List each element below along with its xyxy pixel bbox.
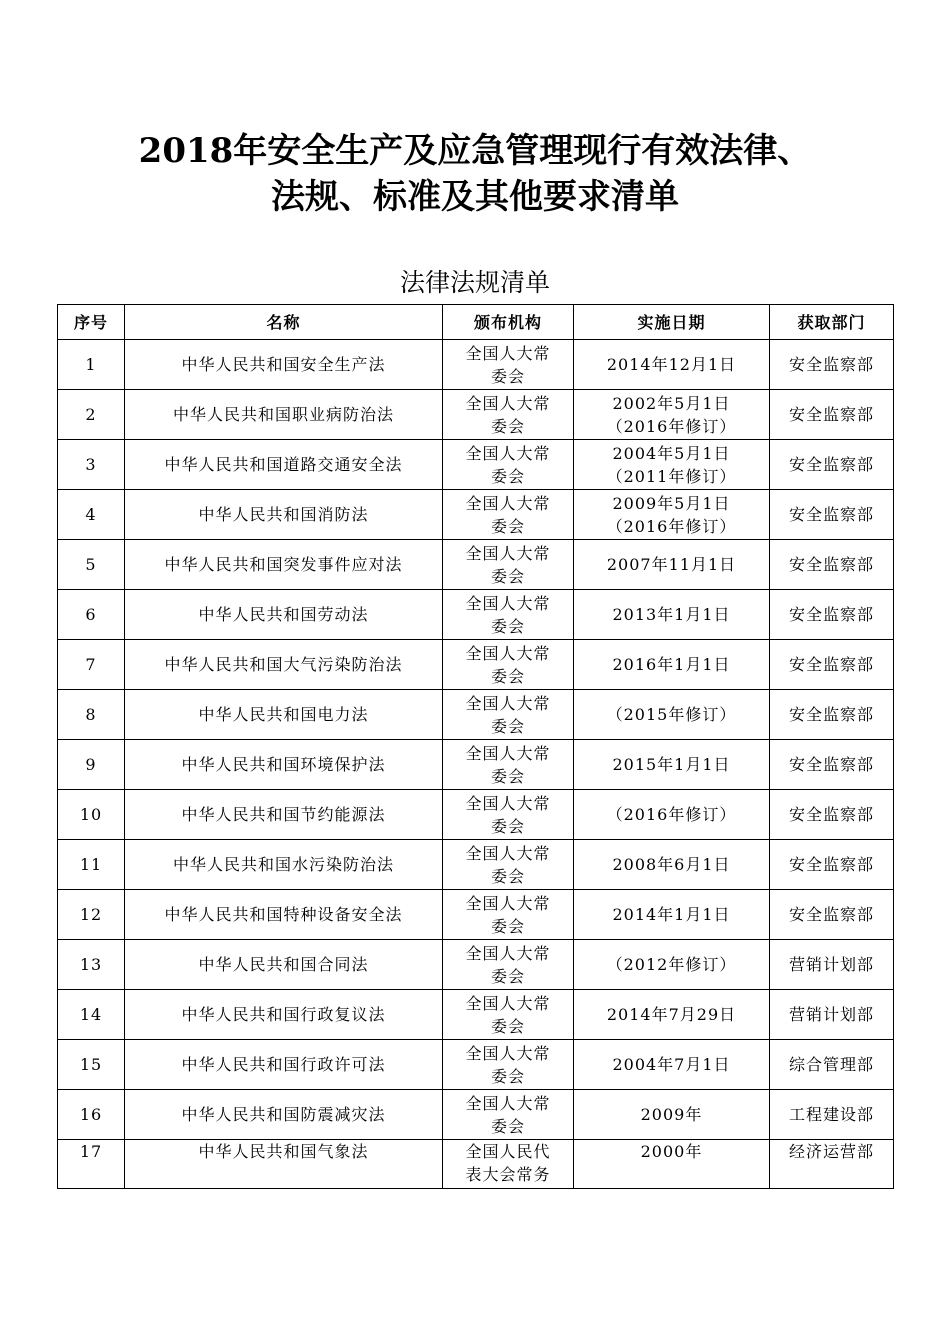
cell-effective-date <box>574 340 770 390</box>
table-row <box>58 390 894 440</box>
date-line: 2009年 <box>640 1105 703 1124</box>
cell-issuing-authority <box>443 740 574 790</box>
table-row <box>58 740 894 790</box>
cell-effective-date <box>574 1040 770 1090</box>
cell-issuing-authority <box>443 440 574 490</box>
cell-serial-number: 4 <box>58 490 125 540</box>
cell-department: 安全监察部 <box>770 840 894 890</box>
cell-department: 安全监察部 <box>770 390 894 440</box>
authority-line: 委会 <box>490 966 525 986</box>
cell-name: 中华人民共和国防震减灾法 <box>125 1090 443 1140</box>
cell-issuing-authority <box>443 340 574 390</box>
table-row <box>58 690 894 740</box>
cell-effective-date <box>574 890 770 940</box>
authority-line: 委会 <box>490 566 525 586</box>
cell-department: 安全监察部 <box>770 540 894 590</box>
cell-effective-date <box>574 690 770 740</box>
table-row <box>58 1140 894 1189</box>
authority-line: 委会 <box>490 1016 525 1036</box>
cell-issuing-authority <box>443 390 574 440</box>
date-line: （2012年修订） <box>606 955 737 974</box>
table-row <box>58 340 894 390</box>
date-line: 2004年5月1日 <box>612 443 731 463</box>
cell-issuing-authority <box>443 790 574 840</box>
authority-line: 全国人大常 <box>465 843 551 863</box>
cell-serial-number: 11 <box>58 840 125 890</box>
authority-line: 全国人大常 <box>465 493 551 513</box>
cell-serial-number: 10 <box>58 790 125 840</box>
authority-line: 全国人大常 <box>465 993 551 1013</box>
date-line: 2013年1月1日 <box>612 605 731 624</box>
cell-name: 中华人民共和国水污染防治法 <box>125 840 443 890</box>
cell-effective-date <box>574 1090 770 1140</box>
cell-issuing-authority <box>443 690 574 740</box>
document-title-line-2: 法规、标准及其他要求清单 <box>271 177 679 217</box>
date-line: 2016年1月1日 <box>612 655 731 674</box>
authority-line: 委会 <box>490 666 525 686</box>
authority-line: 全国人大常 <box>465 1043 551 1063</box>
date-line: （2016年修订） <box>606 805 737 824</box>
authority-line: 全国人大常 <box>465 543 551 563</box>
cell-department: 安全监察部 <box>770 340 894 390</box>
document-title-line-1: 2018年安全生产及应急管理现行有效法律、 <box>138 131 812 171</box>
cell-serial-number: 14 <box>58 990 125 1040</box>
cell-effective-date <box>574 390 770 440</box>
authority-line: 全国人大常 <box>465 593 551 613</box>
date-line: 2007年11月1日 <box>606 555 737 574</box>
authority-line: 全国人大常 <box>465 343 551 363</box>
authority-line: 委会 <box>490 516 525 536</box>
cell-effective-date <box>574 540 770 590</box>
authority-line: 全国人大常 <box>465 393 551 413</box>
cell-effective-date <box>574 1140 770 1189</box>
cell-issuing-authority <box>443 1090 574 1140</box>
date-line: （2011年修订） <box>606 466 737 486</box>
cell-department: 工程建设部 <box>770 1090 894 1140</box>
cell-effective-date <box>574 490 770 540</box>
date-line: 2008年6月1日 <box>612 855 731 874</box>
cell-name: 中华人民共和国特种设备安全法 <box>125 890 443 940</box>
authority-line: 全国人大常 <box>465 893 551 913</box>
date-line: （2015年修订） <box>606 705 737 724</box>
table-row <box>58 940 894 990</box>
cell-issuing-authority <box>443 640 574 690</box>
authority-line: 委会 <box>490 916 525 936</box>
cell-name: 中华人民共和国电力法 <box>125 690 443 740</box>
authority-line: 全国人大常 <box>465 743 551 763</box>
cell-serial-number: 5 <box>58 540 125 590</box>
cell-department: 安全监察部 <box>770 640 894 690</box>
cell-effective-date <box>574 590 770 640</box>
date-line: 2009年5月1日 <box>612 493 731 513</box>
cell-serial-number: 16 <box>58 1090 125 1140</box>
cell-name: 中华人民共和国行政许可法 <box>125 1040 443 1090</box>
cell-name: 中华人民共和国大气污染防治法 <box>125 640 443 690</box>
cell-name: 中华人民共和国安全生产法 <box>125 340 443 390</box>
regulations-table <box>57 304 894 1189</box>
header-effective-date: 实施日期 <box>574 305 770 340</box>
header-name: 名称 <box>125 305 443 340</box>
authority-line: 委会 <box>490 766 525 786</box>
cell-name: 中华人民共和国职业病防治法 <box>125 390 443 440</box>
cell-name: 中华人民共和国气象法 <box>125 1140 443 1189</box>
cell-issuing-authority <box>443 490 574 540</box>
cell-effective-date <box>574 740 770 790</box>
authority-line: 全国人大常 <box>465 693 551 713</box>
cell-serial-number: 3 <box>58 440 125 490</box>
table-row <box>58 490 894 540</box>
authority-line: 委会 <box>490 866 525 886</box>
date-line: 2002年5月1日 <box>612 393 731 413</box>
cell-department: 安全监察部 <box>770 790 894 840</box>
cell-department: 安全监察部 <box>770 890 894 940</box>
cell-serial-number: 8 <box>58 690 125 740</box>
cell-effective-date <box>574 990 770 1040</box>
date-line: 2015年1月1日 <box>612 755 731 774</box>
authority-line: 全国人大常 <box>465 793 551 813</box>
cell-issuing-authority <box>443 890 574 940</box>
cell-serial-number: 6 <box>58 590 125 640</box>
authority-line: 全国人民代 <box>465 1142 551 1161</box>
date-line: （2016年修订） <box>606 416 737 436</box>
cell-name: 中华人民共和国突发事件应对法 <box>125 540 443 590</box>
cell-department: 营销计划部 <box>770 940 894 990</box>
cell-serial-number: 12 <box>58 890 125 940</box>
cell-serial-number: 13 <box>58 940 125 990</box>
cell-serial-number: 7 <box>58 640 125 690</box>
date-line: 2014年1月1日 <box>612 905 731 924</box>
cell-name: 中华人民共和国环境保护法 <box>125 740 443 790</box>
cell-department: 营销计划部 <box>770 990 894 1040</box>
cell-serial-number: 1 <box>58 340 125 390</box>
header-department: 获取部门 <box>770 305 894 340</box>
table-row <box>58 790 894 840</box>
cell-name: 中华人民共和国合同法 <box>125 940 443 990</box>
cell-department: 安全监察部 <box>770 490 894 540</box>
cell-department: 经济运营部 <box>770 1140 894 1189</box>
date-line: 2014年7月29日 <box>606 1005 737 1024</box>
authority-line: 委会 <box>490 716 525 736</box>
cell-name: 中华人民共和国消防法 <box>125 490 443 540</box>
cell-serial-number: 17 <box>58 1140 125 1189</box>
table-row <box>58 540 894 590</box>
cell-issuing-authority <box>443 840 574 890</box>
header-issuing-authority: 颁布机构 <box>443 305 574 340</box>
authority-line: 全国人大常 <box>465 943 551 963</box>
authority-line: 委会 <box>490 816 525 836</box>
authority-line: 全国人大常 <box>465 443 551 463</box>
table-row <box>58 590 894 640</box>
table-row <box>58 890 894 940</box>
cell-serial-number: 2 <box>58 390 125 440</box>
table-row <box>58 440 894 490</box>
date-line: 2000年 <box>640 1142 703 1161</box>
cell-department: 综合管理部 <box>770 1040 894 1090</box>
header-serial-number: 序号 <box>58 305 125 340</box>
date-line: 2014年12月1日 <box>606 355 737 374</box>
authority-line: 委会 <box>490 416 525 436</box>
authority-line: 委会 <box>490 616 525 636</box>
table-row <box>58 1040 894 1090</box>
authority-line: 委会 <box>490 1066 525 1086</box>
section-subtitle: 法律法规清单 <box>399 268 550 297</box>
cell-issuing-authority <box>443 1040 574 1090</box>
cell-name: 中华人民共和国道路交通安全法 <box>125 440 443 490</box>
cell-effective-date <box>574 440 770 490</box>
cell-effective-date <box>574 840 770 890</box>
date-line: 2004年7月1日 <box>612 1055 731 1074</box>
table-row <box>58 990 894 1040</box>
table-row <box>58 1090 894 1140</box>
date-line: （2016年修订） <box>606 516 737 536</box>
cell-serial-number: 15 <box>58 1040 125 1090</box>
cell-name: 中华人民共和国节约能源法 <box>125 790 443 840</box>
cell-issuing-authority <box>443 940 574 990</box>
authority-line: 全国人大常 <box>465 1093 551 1113</box>
cell-issuing-authority <box>443 590 574 640</box>
cell-department: 安全监察部 <box>770 690 894 740</box>
table-body <box>58 340 894 1189</box>
cell-serial-number: 9 <box>58 740 125 790</box>
authority-line: 委会 <box>490 366 525 386</box>
cell-issuing-authority <box>443 990 574 1040</box>
table-row <box>58 840 894 890</box>
authority-line: 委会 <box>490 466 525 486</box>
cell-name: 中华人民共和国劳动法 <box>125 590 443 640</box>
authority-line: 全国人大常 <box>465 643 551 663</box>
cell-issuing-authority <box>443 540 574 590</box>
table-row <box>58 640 894 690</box>
cell-effective-date <box>574 640 770 690</box>
cell-effective-date <box>574 940 770 990</box>
cell-issuing-authority <box>443 1140 574 1189</box>
table-header-row <box>58 305 894 340</box>
cell-department: 安全监察部 <box>770 440 894 490</box>
cell-name: 中华人民共和国行政复议法 <box>125 990 443 1040</box>
cell-effective-date <box>574 790 770 840</box>
cell-department: 安全监察部 <box>770 590 894 640</box>
cell-department: 安全监察部 <box>770 740 894 790</box>
authority-line: 表大会常务 <box>465 1165 551 1184</box>
authority-line: 委会 <box>490 1116 525 1136</box>
